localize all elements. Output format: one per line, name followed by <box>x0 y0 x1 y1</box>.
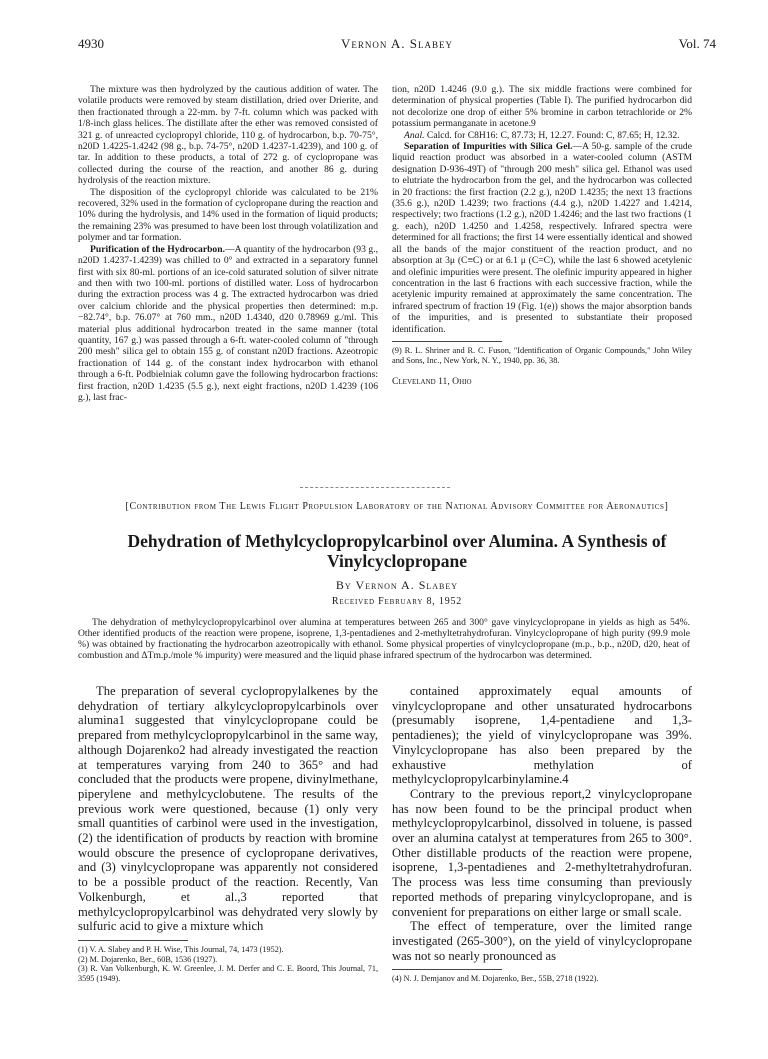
footnotes <box>78 945 378 983</box>
analysis-heading: Anal. <box>404 129 425 141</box>
paragraph <box>392 130 692 141</box>
footnote-rule <box>78 940 188 941</box>
footnote-rule <box>392 341 502 342</box>
contribution-line: [Contribution from The Lewis Flight Propulsion Laboratory of the National Advisory Committee for Aeronautics] <box>125 501 669 512</box>
reference: (1) V. A. Slabey and P. H. Wise, This Journal, 74, 1473 (1952). <box>78 944 284 954</box>
paragraph-text: —A 50-g. sample of the crude liquid reaction product was absorbed in a water-cooled column (ASTM designation D-936-49T) of "through 200 mesh" silica gel. Ethanol was used to elutriate the hydrocarbon from the gel, and the hydrocarbon was collected in 20 fractions: the first fraction (2.2 g.), n20D 1.4235; the next 13 fractions (35.6 g.), n20D 1.4239; two fractions (4.4 g.), n20D 1.4227 and 1.4214, respectively; two fractions (1.2 g.), n20D 1.4246; and the last two fractions (1 g. each), n20D 1.4250 and 1.4258, respectively. Infrared spectra were determined for all fractions; the first 14 were essentially identical and showed all the bands of the major constituent of the reaction product, and no absorption at 3μ (C≡C) or at 6.1 μ (C=C), while the last 6 showed acetylenic and olefinic impurities were present. The olefinic impurity appeared in higher concentration in the last 6 fractions with each successive fraction, while the acetylenic impurity remained at approximately the same concentration. The infrared spectrum of fraction 19 (Fig. 1(e)) shows the major absorption bands of the impurities, and is presented to substantiate their proposed identification. <box>392 141 692 335</box>
paragraph-text: Calcd. for C8H16: C, 87.73; H, 12.27. Found: C, 87.65; H, 12.32. <box>424 129 680 141</box>
reference: (4) N. J. Demjanov and M. Dojarenko, Ber., 55B, 2718 (1922). <box>392 974 599 984</box>
paragraph <box>78 244 378 404</box>
paragraph: The mixture was then hydrolyzed by the cautious addition of water. The volatile products were removed by steam distillation, dried over Drierite, and then fractionated through a 22-mm. by 7-ft. column which was packed with 1/8-inch glass helices. The distillate after the ether was removed consisted of 321 g. of unreacted cyclopropyl chloride, 110 g. of hydrocarbon, b.p. 70-75°, n20D 1.4225-1.4242 (98 g., b.p. 74-75°, n20D 1.4237-1.4239), and 100 g. of tar. In addition to these products, a total of 272 g. of cyclopropane was collected during the course of the reaction, and another 86 g. during hydrolysis of the reaction mixture. <box>78 84 378 187</box>
paragraph: The preparation of several cyclopropylalkenes by the dehydration of tertiary alkylcyclopropylcarbinols over alumina1 suggested that vinylcyclopropane could be prepared from methylcyclopropylcarbinol in the same way, although Dojarenko2 had already investigated the reaction at temperatures varying from 240 to 365° and had concluded that the products were propene, divinylmethane, piperylene and methylcyclobutene. The results of the previous work were questioned, because (1) only very small quantities of carbinol were used in the investigation, (2) the identification of products by reaction with bromine would obscure the presence of cyclopropane derivatives, and (3) vinylcyclopropane was apparently not considered to be a possible product of the reaction. Recently, Van Volkenburgh, et al.,3 reported that methylcyclopropylcarbinol was dehydrated very slowly by sulfuric acid to give a mixture which <box>78 684 378 934</box>
footnote-rule <box>392 969 502 970</box>
article-title: Dehydration of Methylcyclopropylcarbinol over Alumina. A Synthesis of Vinylcyclopropane <box>127 531 667 571</box>
received-date: Received February 8, 1952 <box>331 596 463 607</box>
paragraph: The effect of temperature, over the limited range investigated (265-300°), on the yield of vinylcyclopropane was not so nearly pronounced as <box>392 919 692 963</box>
running-author: Vernon A. Slabey <box>340 36 454 51</box>
byline: By Vernon A. Slabey <box>335 578 459 592</box>
paragraph-text: —A quantity of the hydrocarbon (93 g., n20D 1.4237-1.4239) was chilled to 0° and extracted in a separatory funnel first with six 80-ml. portions of an ice-cold saturated solution of silver nitrate and then with two 100-ml. portions of distilled water. Loss of hydrocarbon during the extraction process was 4 g. The extracted hydrocarbon was dried over calcium chloride and the physical properties then determined: m.p. −82.74°, b.p. 76.07° at 760 mm., n20D 1.4340, d20 0.78969 g./ml. This material plus additional hydrocarbon treated in the same manner (total quantity, 167 g.) was passed through a 6-ft. water-cooled column of "through 200 mesh" silica gel to obtain 155 g. of constant n20D fractions. Azeotropic fractionation of 144 g. of the constant index hydrocarbon with ethanol through a 6-ft. Podbielniak column gave the following hydrocarbon fractions: first fraction, n20D 1.4235 (5.5 g.), next eight fractions, n20D 1.4239 (106 g.), last frac- <box>78 243 378 403</box>
institution-city: Cleveland 11, Ohio <box>392 375 472 387</box>
paragraph: tion, n20D 1.4246 (9.0 g.). The six middle fractions were combined for determination of physical properties (Table I). The purified hydrocarbon did not decolorize one drop of either 5% bromine in carbon tetrachloride or 2% potassium permanganate in acetone.9 <box>392 84 692 130</box>
reference: (2) M. Dojarenko, Ber., 60B, 1536 (1927). <box>78 954 218 964</box>
section-heading: Purification of the Hydrocarbon. <box>90 243 225 255</box>
paragraph: The disposition of the cyclopropyl chloride was calculated to be 21% recovered, 32% used in the formation of cyclopropane during the reaction and 10% during the hydrolysis, and 14% used in the formation of liquid products; the remaining 23% was presumed to have been lost through volatilization and polymer and tar formation. <box>78 186 378 244</box>
article-separator <box>300 487 450 488</box>
body-left-column <box>78 684 378 983</box>
section-heading: Separation of Impurities with Silica Gel. <box>404 141 573 153</box>
footnotes <box>392 974 692 984</box>
prior-article-right-column <box>392 84 692 387</box>
page-number: 4930 <box>78 36 104 51</box>
prior-article-left-column <box>78 84 378 403</box>
abstract <box>78 617 690 661</box>
paragraph <box>392 141 692 335</box>
volume-label: Vol. 74 <box>678 36 716 51</box>
body-right-column <box>392 684 692 984</box>
abstract-text: The dehydration of methylcyclopropylcarbinol over alumina at temperatures between 265 and 300° gave vinylcyclopropane in yields as high as 54%. Other identified products of the reaction were propene, isoprene, 1,3-pentadienes and 2-methyltetrahydrofuran. Vinylcyclopropane of high purity (99.9 mole %) was obtained by fractionating the hydrocarbon azeotropically with ethanol. Some physical properties of vinylcyclopropane (m.p., b.p., n20D, d20, heat of combustion and ΔTm.p./mole % impurity) were measured and the liquid phase infrared spectrum of the hydrocarbon was determined. <box>78 617 690 661</box>
running-header <box>78 36 716 56</box>
paragraph: Contrary to the previous report,2 vinylcyclopropane has now been found to be the principal product when methylcyclopropylcarbinol, dissolved in toluene, is passed over an alumina catalyst at temperatures from 265 to 300°. Other distillable products of the reaction were propene, isoprene, 1,3-pentadienes and 2-methyltetrahydrofuran. The process was less time consuming than previously reported methods of preparing vinylcyclopropane, and is convenient for preparations on either large or small scale. <box>392 786 692 919</box>
reference: (3) R. Van Volkenburgh, K. W. Greenlee, J. M. Derfer and C. E. Boord, This Journal, 71, 3595 (1949). <box>78 964 378 983</box>
paragraph: contained approximately equal amounts of vinylcyclopropane and other unsaturated hydrocarbons (presumably isoprene, 1,4-pentadiene and 1,3-pentadienes); the yield of vinylcyclopropane was 39%. Vinylcyclopropane has also been prepared by the exhaustive methylation of methylcyclopropylcarbinylamine.4 <box>392 684 692 787</box>
footnote: (9) R. L. Shriner and R. C. Fuson, "Identification of Organic Compounds," John Wiley and Sons, Inc., New York, N. Y., 1940, pp. 36, 38. <box>392 345 692 365</box>
